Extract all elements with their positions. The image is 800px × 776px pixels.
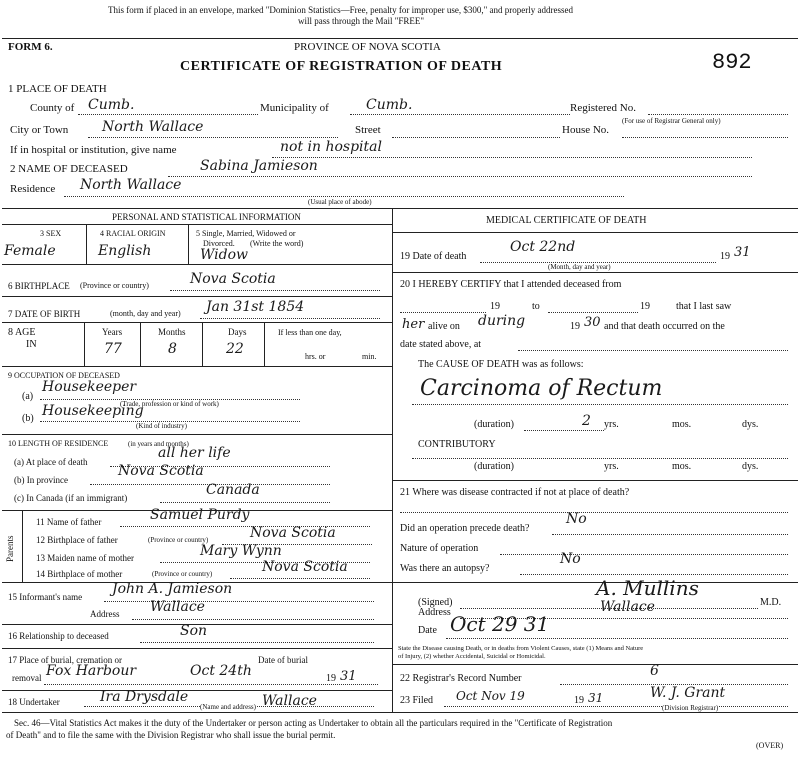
informant-address-line <box>132 619 374 620</box>
relationship-label: 16 Relationship to deceased <box>8 631 109 641</box>
occ-a-note: (Trade, profession or kind of work) <box>120 400 219 408</box>
marital-label-1: 5 Single, Married, Widowed or <box>196 229 296 238</box>
violent-note-2: of Injury, (2) whether Accidental, Suicidal or Homicidal. <box>398 653 546 660</box>
burial-date-value: Oct 24th <box>190 663 252 679</box>
certify-occurred: and that death occurred on the <box>604 321 725 332</box>
duration-label-2: (duration) <box>474 461 514 472</box>
age-divider-3 <box>202 322 203 366</box>
city-line <box>88 137 338 138</box>
duration-line <box>524 430 604 431</box>
mother-bp-line <box>230 578 370 579</box>
hrs-label: hrs. or <box>305 352 326 361</box>
certify-line-4: date stated above, at <box>400 339 482 350</box>
operation-line <box>552 534 788 535</box>
mother-name-value: Mary Wynn <box>200 543 282 559</box>
row-rule-20 <box>392 480 798 481</box>
record-value: 6 <box>650 663 659 679</box>
hospital-value: not in hospital <box>280 139 382 155</box>
certificate-number: 892 <box>712 50 752 75</box>
race-value: English <box>98 243 152 259</box>
footer-line-1: Sec. 46—Vital Statistics Act makes it the duty of the Undertaker or person acting as Undertaker to obtain all the particulars required in the "Certificate of Registration <box>14 718 613 728</box>
over-label: (OVER) <box>756 741 784 750</box>
certify-19b: 19 <box>640 301 650 312</box>
document-title: CERTIFICATE OF REGISTRATION OF DEATH <box>180 59 503 74</box>
row-rule-21 <box>392 582 798 583</box>
certify-alive-value: during <box>478 313 526 329</box>
deceased-name-value: Sabina Jamieson <box>200 158 318 174</box>
registrar-signature: W. J. Grant <box>650 685 726 701</box>
age-divider-1 <box>84 322 85 366</box>
certify-line-1: 20 I HEREBY CERTIFY that I attended deceased from <box>400 279 622 290</box>
medical-section-title: MEDICAL CERTIFICATE OF DEATH <box>486 215 647 226</box>
dob-value: Jan 31st 1854 <box>206 299 305 315</box>
occ-b-note: (Kind of industry) <box>136 422 187 430</box>
res-b-label: (b) In province <box>14 475 68 485</box>
form-number: FORM 6. <box>8 41 53 53</box>
residence-length-note: (in years and months) <box>128 440 189 448</box>
q21-label: 21 Where was disease contracted if not at place of death? <box>400 487 630 498</box>
relationship-line <box>140 642 374 643</box>
province-heading: PROVINCE OF NOVA SCOTIA <box>294 41 441 53</box>
burial-year-value: 31 <box>340 669 357 684</box>
dys-label-2: dys. <box>742 461 759 472</box>
age-years-value: 77 <box>104 341 122 357</box>
envelope-notice-2: will pass through the Mail "FREE" <box>298 16 425 26</box>
municipality-value: Cumb. <box>366 97 413 113</box>
race-divider <box>188 224 189 264</box>
filed-year-prefix: 19 <box>574 695 584 706</box>
row-rule-6 <box>2 296 392 297</box>
parents-label: Parents <box>5 535 15 562</box>
record-label: 22 Registrar's Record Number <box>400 673 522 684</box>
certify-her: her <box>402 317 425 332</box>
min-label: min. <box>362 352 377 361</box>
county-value: Cumb. <box>88 97 135 113</box>
row-rule-16 <box>2 648 392 649</box>
duration-value: 2 <box>582 413 591 429</box>
mos-label-2: mos. <box>672 461 692 472</box>
row-rule-19 <box>392 272 798 273</box>
registered-label: Registered No. <box>570 102 636 114</box>
birthplace-value: Nova Scotia <box>190 271 276 287</box>
street-label: Street <box>355 124 381 136</box>
sex-label: 3 SEX <box>40 229 62 238</box>
occ-a-label: (a) <box>22 391 34 402</box>
less-than-day-label: If less than one day, <box>278 328 342 337</box>
parents-divider <box>22 510 23 582</box>
contributory-line <box>412 458 788 459</box>
informant-value: John A. Jamieson <box>112 581 233 597</box>
street-line <box>392 137 560 138</box>
md-label: M.D. <box>760 597 782 608</box>
age-divider-4 <box>264 322 265 366</box>
q21-line <box>400 512 788 513</box>
certify-to: to <box>532 301 540 312</box>
mother-bp-value: Nova Scotia <box>262 559 348 575</box>
deceased-name-label: 2 NAME OF DECEASED <box>10 163 128 175</box>
med-date-value: Oct 29 31 <box>450 612 550 636</box>
informant-address-value: Wallace <box>150 599 205 615</box>
yrs-label-2: yrs. <box>604 461 619 472</box>
operation-label: Did an operation precede death? <box>400 523 530 534</box>
occ-b-value: Housekeeping <box>42 403 144 419</box>
mother-bp-note: (Province or country) <box>152 570 213 578</box>
age-days-value: 22 <box>226 341 244 357</box>
certify-last-saw: that I last saw <box>676 301 732 312</box>
certify-19c: 19 <box>570 321 580 332</box>
hospital-line <box>272 157 752 158</box>
burial-line <box>44 684 378 685</box>
mother-name-label: 13 Maiden name of mother <box>36 553 134 563</box>
hospital-label: If in hospital or institution, give name <box>10 144 177 156</box>
certify-line-a <box>400 312 486 313</box>
footer-line-2: of Death" and to file the same with the Division Registrar who shall issue the burial permit. <box>6 730 336 740</box>
burial-year-prefix: 19 <box>326 673 336 684</box>
marital-value: Widow <box>200 247 248 263</box>
res-a-label: (a) At place of death <box>14 457 88 467</box>
father-name-label: 11 Name of father <box>36 517 102 527</box>
certify-line-c <box>518 350 788 351</box>
age-in-label: IN <box>26 339 37 350</box>
county-line <box>78 114 258 115</box>
undertaker-address: Wallace <box>262 693 317 709</box>
birthplace-label: 6 BIRTHPLACE <box>8 281 70 291</box>
undertaker-note: (Name and address) <box>200 703 256 711</box>
place-of-death-label: 1 PLACE OF DEATH <box>8 83 107 95</box>
marital-label-2: Divorced. <box>203 239 235 248</box>
race-label: 4 RACIAL ORIGIN <box>100 229 166 238</box>
burial-date-label: Date of burial <box>258 655 308 665</box>
operation-nature-label: Nature of operation <box>400 543 479 554</box>
relationship-value: Son <box>180 623 208 639</box>
autopsy-value: No <box>560 551 581 567</box>
certify-alive-on: alive on <box>428 321 460 332</box>
burial-place-value: Fox Harbour <box>46 663 137 679</box>
mother-bp-label: 14 Birthplace of mother <box>36 569 123 579</box>
informant-line <box>104 601 374 602</box>
death-year-prefix: 19 <box>720 251 730 262</box>
med-date-label: Date <box>418 625 437 636</box>
burial-label-1: 17 Place of burial, cremation or <box>8 655 122 665</box>
county-label: County of <box>30 102 75 114</box>
operation-value: No <box>566 511 587 527</box>
filed-year-value: 31 <box>588 691 604 705</box>
autopsy-label: Was there an autopsy? <box>400 563 490 574</box>
occ-b-label: (b) <box>22 413 34 424</box>
days-label: Days <box>228 327 247 337</box>
division-note: (Division Registrar) <box>662 704 719 712</box>
informant-address-label: Address <box>90 609 120 619</box>
city-label: City or Town <box>10 124 69 136</box>
dob-note: (month, day and year) <box>110 309 181 318</box>
filed-line <box>444 706 788 707</box>
dob-label: 7 DATE OF BIRTH <box>8 309 81 319</box>
signed-label: (Signed) <box>418 597 453 608</box>
name-line <box>168 176 752 177</box>
med-date-line <box>446 638 788 639</box>
birthplace-note: (Province or country) <box>80 281 149 290</box>
envelope-notice: This form if placed in an envelope, marked "Dominion Statistics—Free, penalty for improper use, $300," and properly addressed <box>108 5 573 15</box>
marital-label-3: (Write the word) <box>250 239 304 248</box>
municipality-label: Municipality of <box>260 102 329 114</box>
residence-label: Residence <box>10 183 56 195</box>
cause-label: The CAUSE OF DEATH was as follows: <box>418 359 584 370</box>
city-value: North Wallace <box>102 119 204 135</box>
dob-line <box>200 318 380 319</box>
res-b-value: Nova Scotia <box>118 463 204 479</box>
res-c-label: (c) In Canada (if an immigrant) <box>14 493 128 503</box>
undertaker-value: Ira Drysdale <box>100 689 189 705</box>
father-bp-label: 12 Birthplace of father <box>36 535 118 545</box>
cause-line <box>412 404 788 405</box>
certify-line-b <box>548 312 638 313</box>
row-rule-9 <box>2 434 392 435</box>
abode-note: (Usual place of abode) <box>308 198 372 206</box>
father-bp-value: Nova Scotia <box>250 525 336 541</box>
dys-label: dys. <box>742 419 759 430</box>
res-c-line <box>160 502 330 503</box>
yrs-label: yrs. <box>604 419 619 430</box>
residence-length-label: 10 LENGTH OF RESIDENCE <box>8 439 109 448</box>
column-divider <box>392 208 393 713</box>
cause-value: Carcinoma of Rectum <box>420 376 663 401</box>
death-date-value: Oct 22nd <box>510 239 576 255</box>
res-c-value: Canada <box>206 482 260 498</box>
occ-a-value: Housekeeper <box>42 379 137 395</box>
frame-bottom <box>2 712 798 713</box>
frame-top <box>2 208 798 209</box>
father-bp-note: (Province or country) <box>148 536 209 544</box>
filed-value: Oct Nov 19 <box>456 689 525 703</box>
occupation-label: 9 OCCUPATION OF DECEASED <box>8 371 120 380</box>
registrar-note: (For use of Registrar General only) <box>622 117 721 125</box>
registered-line <box>648 114 788 115</box>
age-divider-2 <box>140 322 141 366</box>
violent-note-1: State the Disease causing Death, or in deaths from Violent Causes, state (1) Means and Nature <box>398 645 644 652</box>
operation-nature-line <box>500 554 788 555</box>
birthplace-line <box>170 290 380 291</box>
duration-label: (duration) <box>474 419 514 430</box>
personal-section-title: PERSONAL AND STATISTICAL INFORMATION <box>112 212 301 222</box>
death-date-note: (Month, day and year) <box>548 263 611 271</box>
med-address-value: Wallace <box>600 599 655 615</box>
mos-label: mos. <box>672 419 692 430</box>
top-rule <box>2 38 798 39</box>
autopsy-line <box>520 574 788 575</box>
row-rule-22 <box>392 664 798 665</box>
death-date-label: 19 Date of death <box>400 251 467 262</box>
row-rule-5 <box>2 264 392 265</box>
informant-label: 15 Informant's name <box>8 592 83 602</box>
res-a-value: all her life <box>158 445 231 461</box>
burial-label-2: removal <box>12 673 42 683</box>
personal-title-rule <box>2 224 392 225</box>
sex-value: Female <box>4 243 56 259</box>
years-label: Years <box>102 327 123 337</box>
age-label: 8 AGE <box>8 327 36 338</box>
house-label: House No. <box>562 124 610 136</box>
residence-line <box>64 196 624 197</box>
contributory-label: CONTRIBUTORY <box>418 439 496 450</box>
residence-value: North Wallace <box>80 177 182 193</box>
row-rule-8 <box>2 366 392 367</box>
undertaker-label: 18 Undertaker <box>8 697 60 707</box>
months-label: Months <box>158 327 186 337</box>
certify-year-value: 30 <box>584 315 601 330</box>
age-months-value: 8 <box>168 341 177 357</box>
row-rule-17 <box>2 690 392 691</box>
certify-19a: 19 <box>490 301 500 312</box>
house-line <box>622 137 788 138</box>
sex-divider <box>86 224 87 264</box>
medical-title-rule <box>392 232 798 233</box>
med-address-label: Address <box>418 607 451 618</box>
row-rule-7 <box>2 322 392 323</box>
signed-value: A. Mullins <box>596 576 699 600</box>
death-year-value: 31 <box>734 245 751 260</box>
filed-label: 23 Filed <box>400 695 434 706</box>
municipality-line <box>350 114 570 115</box>
father-name-value: Samuel Purdy <box>150 507 250 523</box>
